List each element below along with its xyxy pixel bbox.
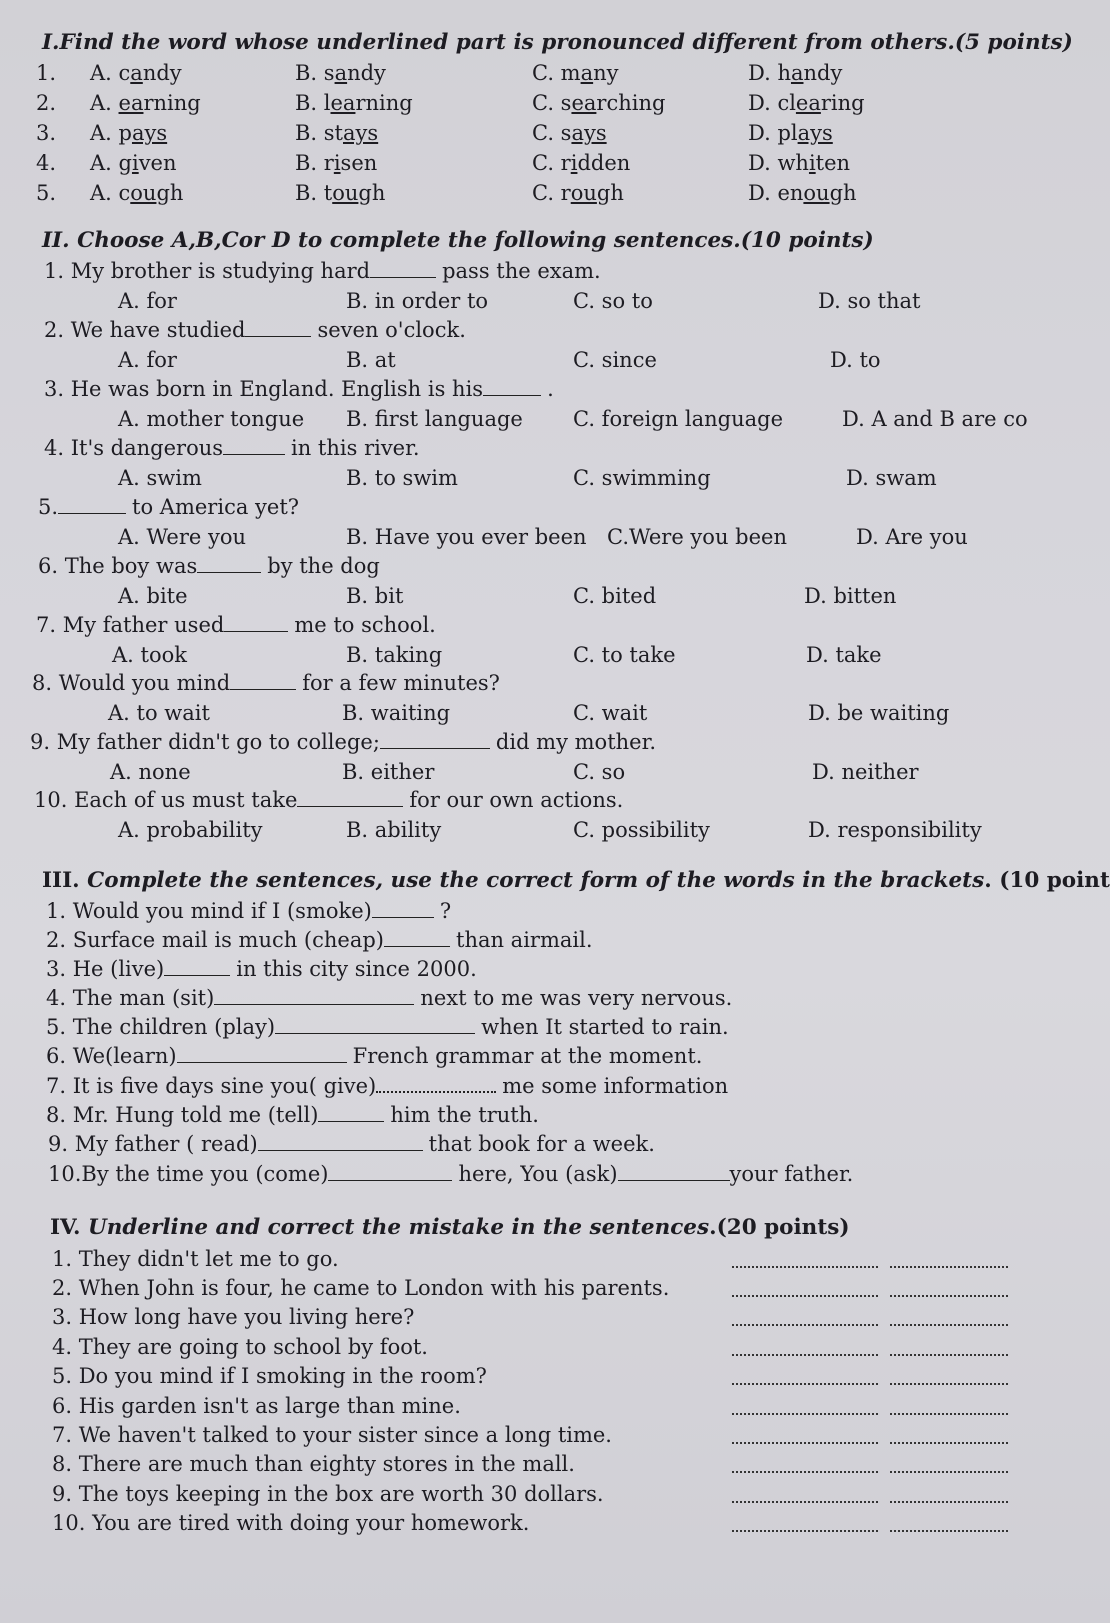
underlined-part: ays <box>571 121 607 145</box>
option-prefix: A. c <box>90 61 131 85</box>
option-suffix: ven <box>138 151 177 175</box>
option-b <box>295 120 378 146</box>
answer-blank[interactable] <box>372 899 434 918</box>
option-d <box>748 180 857 206</box>
question-stem <box>38 494 299 520</box>
question-text: 5. <box>38 495 59 519</box>
question-text-end: by the dog <box>267 554 380 578</box>
mistake-sentence: 10. You are tired with doing your homework. <box>52 1511 530 1535</box>
mistake-sentence: 1. They didn't let me to go. <box>52 1247 339 1271</box>
fill-in-sentence <box>46 985 732 1011</box>
question-text: 4. It's dangerous <box>44 436 224 460</box>
option-d <box>748 60 842 86</box>
underlined-part: i <box>131 151 139 175</box>
option-prefix: C. m <box>532 61 581 85</box>
sentence-end: French grammar at the moment. <box>352 1044 703 1068</box>
question-number: 5. <box>36 181 57 205</box>
choice-a[interactable]: A. probability <box>118 818 263 842</box>
mistake-sentence: 4. They are going to school by foot. <box>52 1335 428 1359</box>
sentence-end: when It started to rain. <box>481 1015 729 1039</box>
option-suffix: gh <box>596 181 624 205</box>
choice-c[interactable]: C. wait <box>573 701 648 725</box>
answer-blank[interactable] <box>483 377 541 396</box>
answer-blank[interactable] <box>258 1132 423 1151</box>
choice-b[interactable]: B. either <box>342 760 435 784</box>
answer-blank[interactable] <box>297 788 403 807</box>
answer-blank[interactable] <box>58 495 126 514</box>
answer-dotted-line[interactable] <box>732 1354 878 1356</box>
underlined-part: i <box>808 151 816 175</box>
sentence-start: 7. It is five days sine you( give) <box>46 1074 377 1098</box>
answer-blank[interactable] <box>177 1044 347 1063</box>
answer-blank[interactable] <box>245 318 311 337</box>
answer-blank[interactable] <box>380 730 490 749</box>
option-c <box>532 90 665 116</box>
underlined-part: a <box>580 61 594 85</box>
choice-c[interactable]: C. possibility <box>573 818 710 842</box>
choice-b[interactable]: B. taking <box>346 643 443 667</box>
option-prefix: C. s <box>532 121 572 145</box>
answer-dotted-line[interactable] <box>732 1442 878 1444</box>
option-prefix: D. pl <box>748 121 798 145</box>
option-b <box>295 150 377 176</box>
answer-blank[interactable] <box>224 613 288 632</box>
section-2-heading: II. Choose A,B,Cor D to complete the following sentences.(10 points) <box>42 228 874 253</box>
option-c <box>532 120 607 146</box>
question-text: 7. My father used <box>36 613 225 637</box>
choice-c[interactable]: C. bited <box>573 584 657 608</box>
choice-a[interactable]: A. Were you <box>118 525 246 549</box>
option-b <box>295 60 386 86</box>
choice-a[interactable]: A. mother tongue <box>118 407 305 431</box>
option-prefix: D. h <box>748 61 791 85</box>
option-b <box>295 90 413 116</box>
choice-a[interactable]: A. swim <box>118 466 202 490</box>
choice-c[interactable]: C. so <box>573 760 626 784</box>
choice-a[interactable]: A. for <box>118 348 177 372</box>
question-stem <box>44 435 420 461</box>
answer-blank[interactable] <box>384 928 450 947</box>
question-text: 3. He was born in England. English is his <box>44 377 484 401</box>
answer-blank[interactable] <box>376 1073 496 1093</box>
sentence-end: in this city since 2000. <box>236 957 477 981</box>
sentence-start: 1. Would you mind if I (smoke) <box>46 899 372 923</box>
choice-d[interactable]: D. take <box>806 643 882 667</box>
option-suffix: dden <box>577 151 631 175</box>
answer-blank[interactable] <box>370 259 436 278</box>
option-suffix: gh <box>358 181 386 205</box>
option-prefix: A. c <box>90 181 131 205</box>
option-suffix: ten <box>815 151 851 175</box>
question-number: 4. <box>36 151 57 175</box>
option-prefix: A. <box>90 91 119 115</box>
option-a <box>90 90 201 116</box>
choice-a[interactable]: A. for <box>118 289 177 313</box>
sentence-start: 2. Surface mail is much (cheap) <box>46 928 384 952</box>
question-text: 2. We have studied <box>44 318 246 342</box>
answer-blank[interactable] <box>230 671 296 690</box>
option-prefix: B. t <box>295 181 333 205</box>
answer-dotted-line[interactable] <box>890 1413 1008 1415</box>
option-d <box>748 150 850 176</box>
choice-d[interactable]: D. neither <box>812 760 919 784</box>
question-text: 10. Each of us must take <box>34 788 298 812</box>
choice-b[interactable]: B. at <box>346 348 396 372</box>
question-stem <box>30 729 656 755</box>
answer-dotted-line[interactable] <box>890 1501 1008 1503</box>
option-b <box>295 180 385 206</box>
option-prefix: B. r <box>295 151 334 175</box>
underlined-part: ea <box>571 91 597 115</box>
answer-dotted-line[interactable] <box>732 1413 878 1415</box>
underlined-part: ays <box>343 121 379 145</box>
section-1-heading: I.Find the word whose underlined part is pronounced different from others.(5 points) <box>42 30 1073 55</box>
choice-b[interactable]: B. Have you ever been <box>346 525 587 549</box>
question-stem <box>36 612 436 638</box>
option-c <box>532 60 619 86</box>
answer-dotted-line[interactable] <box>890 1530 1008 1532</box>
underlined-part: ou <box>332 181 359 205</box>
underlined-part: ea <box>118 91 144 115</box>
question-stem <box>38 553 380 579</box>
question-text: 9. My father didn't go to college; <box>30 730 380 754</box>
answer-dotted-line[interactable] <box>890 1266 1008 1268</box>
question-text: 1. My brother is studying hard <box>44 259 371 283</box>
sentence-start: 9. My father ( read) <box>48 1132 258 1156</box>
option-suffix: sen <box>340 151 378 175</box>
section-4-heading: IV. Underline and correct the mistake in the sentences.(20 points) <box>50 1215 850 1240</box>
fill-in-sentence <box>46 956 477 982</box>
mistake-sentence: 7. We haven't talked to your sister since a long time. <box>52 1423 612 1447</box>
fill-in-sentence <box>46 1073 728 1099</box>
choice-b[interactable]: B. first language <box>346 407 523 431</box>
option-a <box>90 150 177 176</box>
answer-blank[interactable] <box>223 436 285 455</box>
answer-dotted-line[interactable] <box>732 1501 878 1503</box>
question-text-end: for a few minutes? <box>302 671 500 695</box>
choice-a[interactable]: A. none <box>110 760 191 784</box>
sentence-end: ? <box>439 899 452 923</box>
underlined-part: ea <box>795 91 821 115</box>
option-prefix: C. r <box>532 181 571 205</box>
choice-b[interactable]: B. ability <box>346 818 442 842</box>
question-text-end: seven o'clock. <box>317 318 466 342</box>
choice-d[interactable]: D. responsibility <box>808 818 982 842</box>
choice-c[interactable]: C. so to <box>573 289 653 313</box>
sentence-end: next to me was very nervous. <box>420 986 733 1010</box>
sentence-start: 8. Mr. Hung told me (tell) <box>46 1103 319 1127</box>
question-text: 6. The boy was <box>38 554 198 578</box>
choice-b[interactable]: B. waiting <box>342 701 451 725</box>
answer-blank-2[interactable] <box>618 1162 730 1181</box>
mistake-sentence: 5. Do you mind if I smoking in the room? <box>52 1364 487 1388</box>
answer-dotted-line[interactable] <box>890 1295 1008 1297</box>
option-a <box>90 180 183 206</box>
option-a <box>90 60 182 86</box>
choice-d[interactable]: D. to <box>830 348 881 372</box>
sentence-start: 10.By the time you (come) <box>48 1162 329 1186</box>
option-suffix: gh <box>829 181 857 205</box>
sentence-end: your father. <box>729 1162 854 1186</box>
choice-d[interactable]: D. A and B are co <box>842 407 1028 431</box>
option-a <box>90 120 167 146</box>
answer-dotted-line[interactable] <box>890 1442 1008 1444</box>
option-suffix: ndy <box>347 61 386 85</box>
mistake-sentence: 9. The toys keeping in the box are worth 30 dollars. <box>52 1482 604 1506</box>
sentence-start: 3. He (live) <box>46 957 165 981</box>
fill-in-sentence <box>46 898 451 924</box>
sentence-end: him the truth. <box>390 1103 539 1127</box>
answer-dotted-line[interactable] <box>732 1383 878 1385</box>
fill-in-sentence <box>46 1014 729 1040</box>
answer-dotted-line[interactable] <box>732 1324 878 1326</box>
choice-d[interactable]: D. Are you <box>856 525 968 549</box>
choice-b[interactable]: B. in order to <box>346 289 489 313</box>
choice-a[interactable]: A. took <box>112 643 187 667</box>
option-d <box>748 120 833 146</box>
option-prefix: D. cl <box>748 91 796 115</box>
question-number: 2. <box>36 91 57 115</box>
mistake-sentence: 2. When John is four, he came to London with his parents. <box>52 1276 670 1300</box>
option-prefix: A. p <box>90 121 132 145</box>
option-d <box>748 90 865 116</box>
question-text-end: did my mother. <box>495 730 656 754</box>
underlined-part: a <box>790 61 804 85</box>
option-suffix: rning <box>143 91 201 115</box>
underlined-part: a <box>334 61 348 85</box>
choice-a[interactable]: A. bite <box>118 584 188 608</box>
question-text-end: pass the exam. <box>442 259 601 283</box>
underlined-part: ays <box>131 121 168 145</box>
fill-in-sentence <box>46 1102 539 1128</box>
question-stem <box>32 670 500 696</box>
fill-in-sentence <box>46 927 593 953</box>
question-number: 1. <box>36 61 57 85</box>
choice-c[interactable]: C. foreign language <box>573 407 784 431</box>
question-stem <box>34 787 623 813</box>
question-text-end: for our own actions. <box>409 788 624 812</box>
option-prefix: D. en <box>748 181 804 205</box>
option-prefix: B. st <box>295 121 343 145</box>
choice-d[interactable]: D. so that <box>818 289 921 313</box>
choice-b[interactable]: B. bit <box>346 584 404 608</box>
fill-in-sentence <box>46 1043 702 1069</box>
sentence-end: than airmail. <box>456 928 593 952</box>
sentence-start: 6. We(learn) <box>46 1044 177 1068</box>
answer-dotted-line[interactable] <box>890 1354 1008 1356</box>
question-text: 8. Would you mind <box>32 671 231 695</box>
option-prefix: A. g <box>90 151 132 175</box>
mistake-sentence: 6. His garden isn't as large than mine. <box>52 1394 461 1418</box>
option-suffix: ny <box>593 61 619 85</box>
option-prefix: D. wh <box>748 151 809 175</box>
section-3-heading: III. Complete the sentences, use the correct form of the words in the brackets. (10 point <box>42 868 1110 893</box>
underlined-part: i <box>570 151 578 175</box>
question-stem <box>44 376 554 402</box>
question-text-end: to America yet? <box>132 495 300 519</box>
option-prefix: C. r <box>532 151 571 175</box>
question-stem <box>44 258 601 284</box>
answer-blank[interactable] <box>318 1103 384 1122</box>
question-number: 3. <box>36 121 57 145</box>
choice-c[interactable]: C.Were you been <box>607 525 787 549</box>
fill-in-sentence <box>48 1161 853 1187</box>
choice-d[interactable]: D. bitten <box>804 584 897 608</box>
option-c <box>532 150 630 176</box>
answer-dotted-line[interactable] <box>732 1266 878 1268</box>
sentence-end: that book for a week. <box>428 1132 655 1156</box>
answer-blank[interactable] <box>328 1162 452 1181</box>
answer-blank[interactable] <box>164 957 230 976</box>
answer-blank[interactable] <box>214 986 414 1005</box>
option-prefix: C. s <box>532 91 572 115</box>
answer-dotted-line[interactable] <box>732 1295 878 1297</box>
sentence-start: 5. The children (play) <box>46 1015 276 1039</box>
question-text-end: me to school. <box>294 613 436 637</box>
sentence-end: me some information <box>502 1074 729 1098</box>
choice-d[interactable]: D. swam <box>846 466 937 490</box>
mistake-sentence: 8. There are much than eighty stores in the mall. <box>52 1452 575 1476</box>
fill-in-sentence <box>48 1131 655 1157</box>
option-suffix: rching <box>596 91 666 115</box>
choice-b[interactable]: B. to swim <box>346 466 458 490</box>
answer-blank[interactable] <box>197 554 261 573</box>
answer-dotted-line[interactable] <box>890 1471 1008 1473</box>
sentence-start: 4. The man (sit) <box>46 986 215 1010</box>
underlined-part: ea <box>330 91 356 115</box>
option-suffix: ring <box>820 91 865 115</box>
choice-a[interactable]: A. to wait <box>108 701 210 725</box>
option-suffix: ndy <box>803 61 843 85</box>
answer-dotted-line[interactable] <box>732 1530 878 1532</box>
underlined-part: i <box>333 151 341 175</box>
option-suffix: rning <box>355 91 413 115</box>
option-prefix: B. l <box>295 91 331 115</box>
answer-dotted-line[interactable] <box>732 1471 878 1473</box>
underlined-part: a <box>130 61 143 85</box>
choice-d[interactable]: D. be waiting <box>808 701 950 725</box>
sentence-middle: here, You (ask) <box>458 1162 618 1186</box>
option-suffix: ndy <box>142 61 182 85</box>
question-text-end: . <box>547 377 554 401</box>
question-stem <box>44 317 466 343</box>
choice-c[interactable]: C. since <box>573 348 657 372</box>
answer-dotted-line[interactable] <box>890 1324 1008 1326</box>
underlined-part: ays <box>797 121 833 145</box>
choice-c[interactable]: C. swimming <box>573 466 711 490</box>
underlined-part: ou <box>570 181 597 205</box>
underlined-part: ou <box>803 181 830 205</box>
answer-dotted-line[interactable] <box>890 1383 1008 1385</box>
option-c <box>532 180 624 206</box>
underlined-part: ou <box>130 181 157 205</box>
mistake-sentence: 3. How long have you living here? <box>52 1305 415 1329</box>
question-text-end: in this river. <box>291 436 420 460</box>
answer-blank[interactable] <box>275 1015 475 1034</box>
option-prefix: B. s <box>295 61 335 85</box>
option-suffix: gh <box>156 181 184 205</box>
choice-c[interactable]: C. to take <box>573 643 676 667</box>
